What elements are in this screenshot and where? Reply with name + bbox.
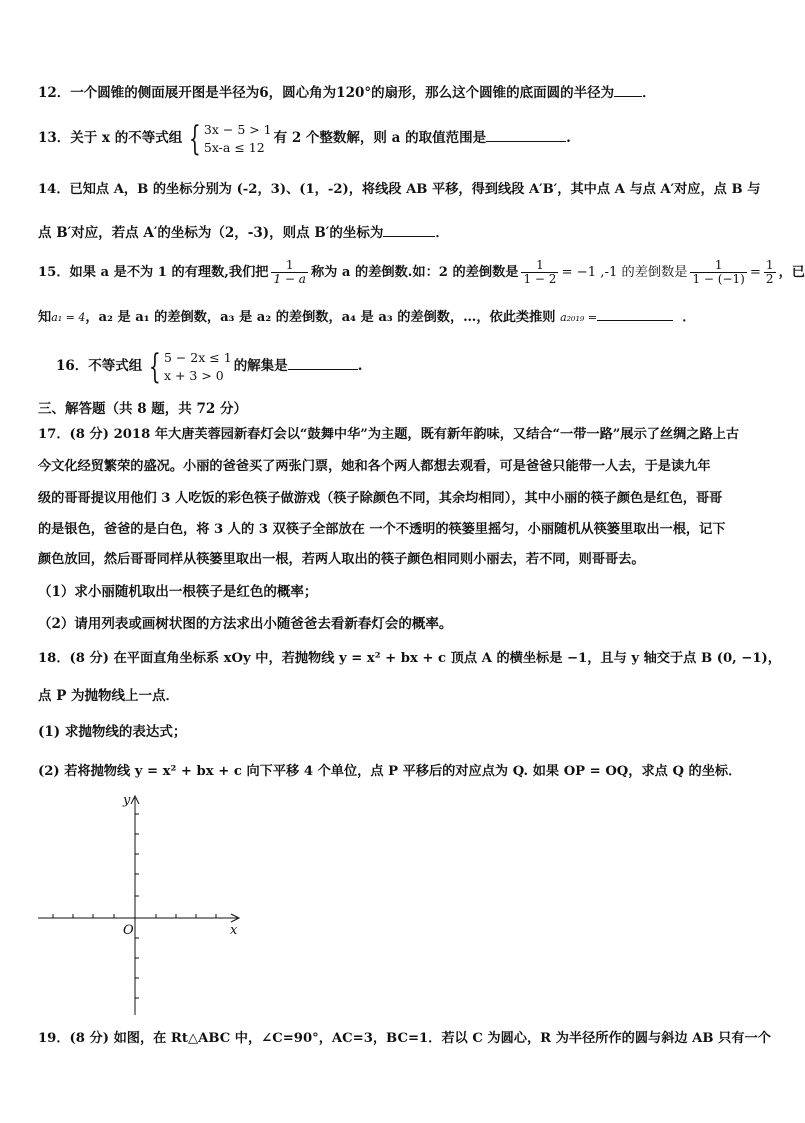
fraction: $\frac{1}{1 - a}$ — [273, 258, 306, 286]
question-17-line-5: 颜色放回，然后哥哥同样从筷篓里取出一根，若两人取出的筷子颜色相同则小丽去，若不同，则哥哥去。 — [38, 552, 645, 567]
question-18-part-1: (1) 求抛物线的表达式； — [38, 724, 187, 740]
section-heading: 三、解答题（共 8 题，共 72 分） — [38, 401, 247, 417]
question-17-part-2: （2）请用列表或画树状图的方法求出小随爸爸去看新春灯会的概率。 — [38, 616, 453, 632]
question-12-text: 12．一个圆锥的侧面展开图是半径为6，圆心角为120°的扇形，那么这个圆锥的底面圆的半径为 — [38, 85, 615, 101]
answer-blank — [288, 355, 358, 370]
question-18-part-2: (2) 若将抛物线 y = x² + bx + c 向下平移 4 个单位，点 P 平移后的对应点为 Q. 如果 OP = OQ，求点 Q 的坐标． — [38, 764, 742, 779]
question-13: 13．关于 x 的不等式组 { 3x − 5 > 1 5x-a ≤ 12 有 2 个整数解，则 a 的取值范围是 . — [38, 118, 571, 159]
question-15-line-1: 15．如果 a 是不为 1 的有理数,我们把 $\frac{1}{1 - a}$ 称为 a 的差倒数.如：2 的差倒数是 $\frac{1}{1 - 2}$ = −1 ,-1 的差倒数是 $\frac{1}{1 - (-1)}$ = $\frac{1}{2}$ ，已 — [38, 258, 805, 286]
question-12: 12．一个圆锥的侧面展开图是半径为6，圆心角为120°的扇形，那么这个圆锥的底面圆的半径为 ． — [38, 82, 656, 103]
question-17-part-1: （1）求小丽随机取出一根筷子是红色的概率； — [38, 584, 318, 600]
coordinate-axes-figure — [30, 790, 250, 1030]
inequality-system: { 3x − 5 > 1 5x-a ≤ 12 — [189, 118, 272, 159]
question-17-line-1: 17．(8 分) 2018 年大唐芙蓉园新春灯会以“鼓舞中华”为主题，既有新年韵味，又结合“一带一路”展示了丝绸之路上古 — [38, 427, 740, 442]
y-axis-label: y — [123, 793, 131, 808]
answer-blank — [597, 306, 673, 321]
question-17-line-3: 级的哥哥提议用他们 3 人吃饭的彩色筷子做游戏（筷子除颜色不同，其余均相同），其中小丽的筷子颜色是红色，哥哥 — [38, 491, 723, 506]
question-15-line-2: 知a₁ = 4，a₂ 是 a₁ 的差倒数，a₃ 是 a₂ 的差倒数，a₄ 是 a₃ 的差倒数，…，依此类推则 a₂₀₁₉ = ． — [38, 306, 695, 328]
fraction: $\frac{1}{2}$ — [765, 258, 774, 286]
question-19: 19．(8 分) 如图，在 Rt△ABC 中，∠C=90°，AC=3，BC=1．若以 C 为圆心，R 为半径所作的圆与斜边 AB 只有一个 — [38, 1031, 771, 1046]
question-18-line-1: 18．(8 分) 在平面直角坐标系 xOy 中，若抛物线 y = x² + bx + c 顶点 A 的横坐标是 −1，且与 y 轴交于点 B (0, −1)， — [38, 651, 781, 666]
answer-blank — [383, 222, 435, 237]
question-14-line-1: 14．已知点 A，B 的坐标分别为 (-2，3)、(1，-2)，将线段 AB 平移，得到线段 A′B′，其中点 A 与点 A′对应，点 B 与 — [38, 182, 761, 197]
question-16: 16．不等式组 { 5 − 2x ≤ 1 x + 3 > 0 的解集是 . — [56, 346, 363, 387]
origin-label: O — [123, 923, 134, 938]
answer-blank — [614, 82, 642, 97]
fraction: $\frac{1}{1 - (-1)}$ — [692, 258, 745, 286]
question-17-line-4: 的是银色，爸爸的是白色，将 3 人的 3 双筷子全部放在 一个不透明的筷篓里摇匀，小丽随机从筷篓里取出一根，记下 — [38, 522, 726, 537]
inequality-system: { 5 − 2x ≤ 1 x + 3 > 0 — [149, 346, 232, 387]
question-18-line-2: 点 P 为抛物线上一点． — [38, 688, 180, 704]
question-14-line-2: 点 B′对应，若点 A′的坐标为（2，-3)，则点 B′的坐标为 ． — [38, 222, 449, 243]
y-axis-ticks — [135, 814, 139, 998]
x-axis-label: x — [230, 923, 238, 938]
answer-blank — [486, 127, 566, 142]
question-17-line-2: 今文化经贸繁荣的盛况。小丽的爸爸买了两张门票，她和各个两人都想去观看，可是爸爸只能带一人去，于是读九年 — [38, 459, 711, 474]
fraction: $\frac{1}{1 - 2}$ — [523, 258, 557, 286]
